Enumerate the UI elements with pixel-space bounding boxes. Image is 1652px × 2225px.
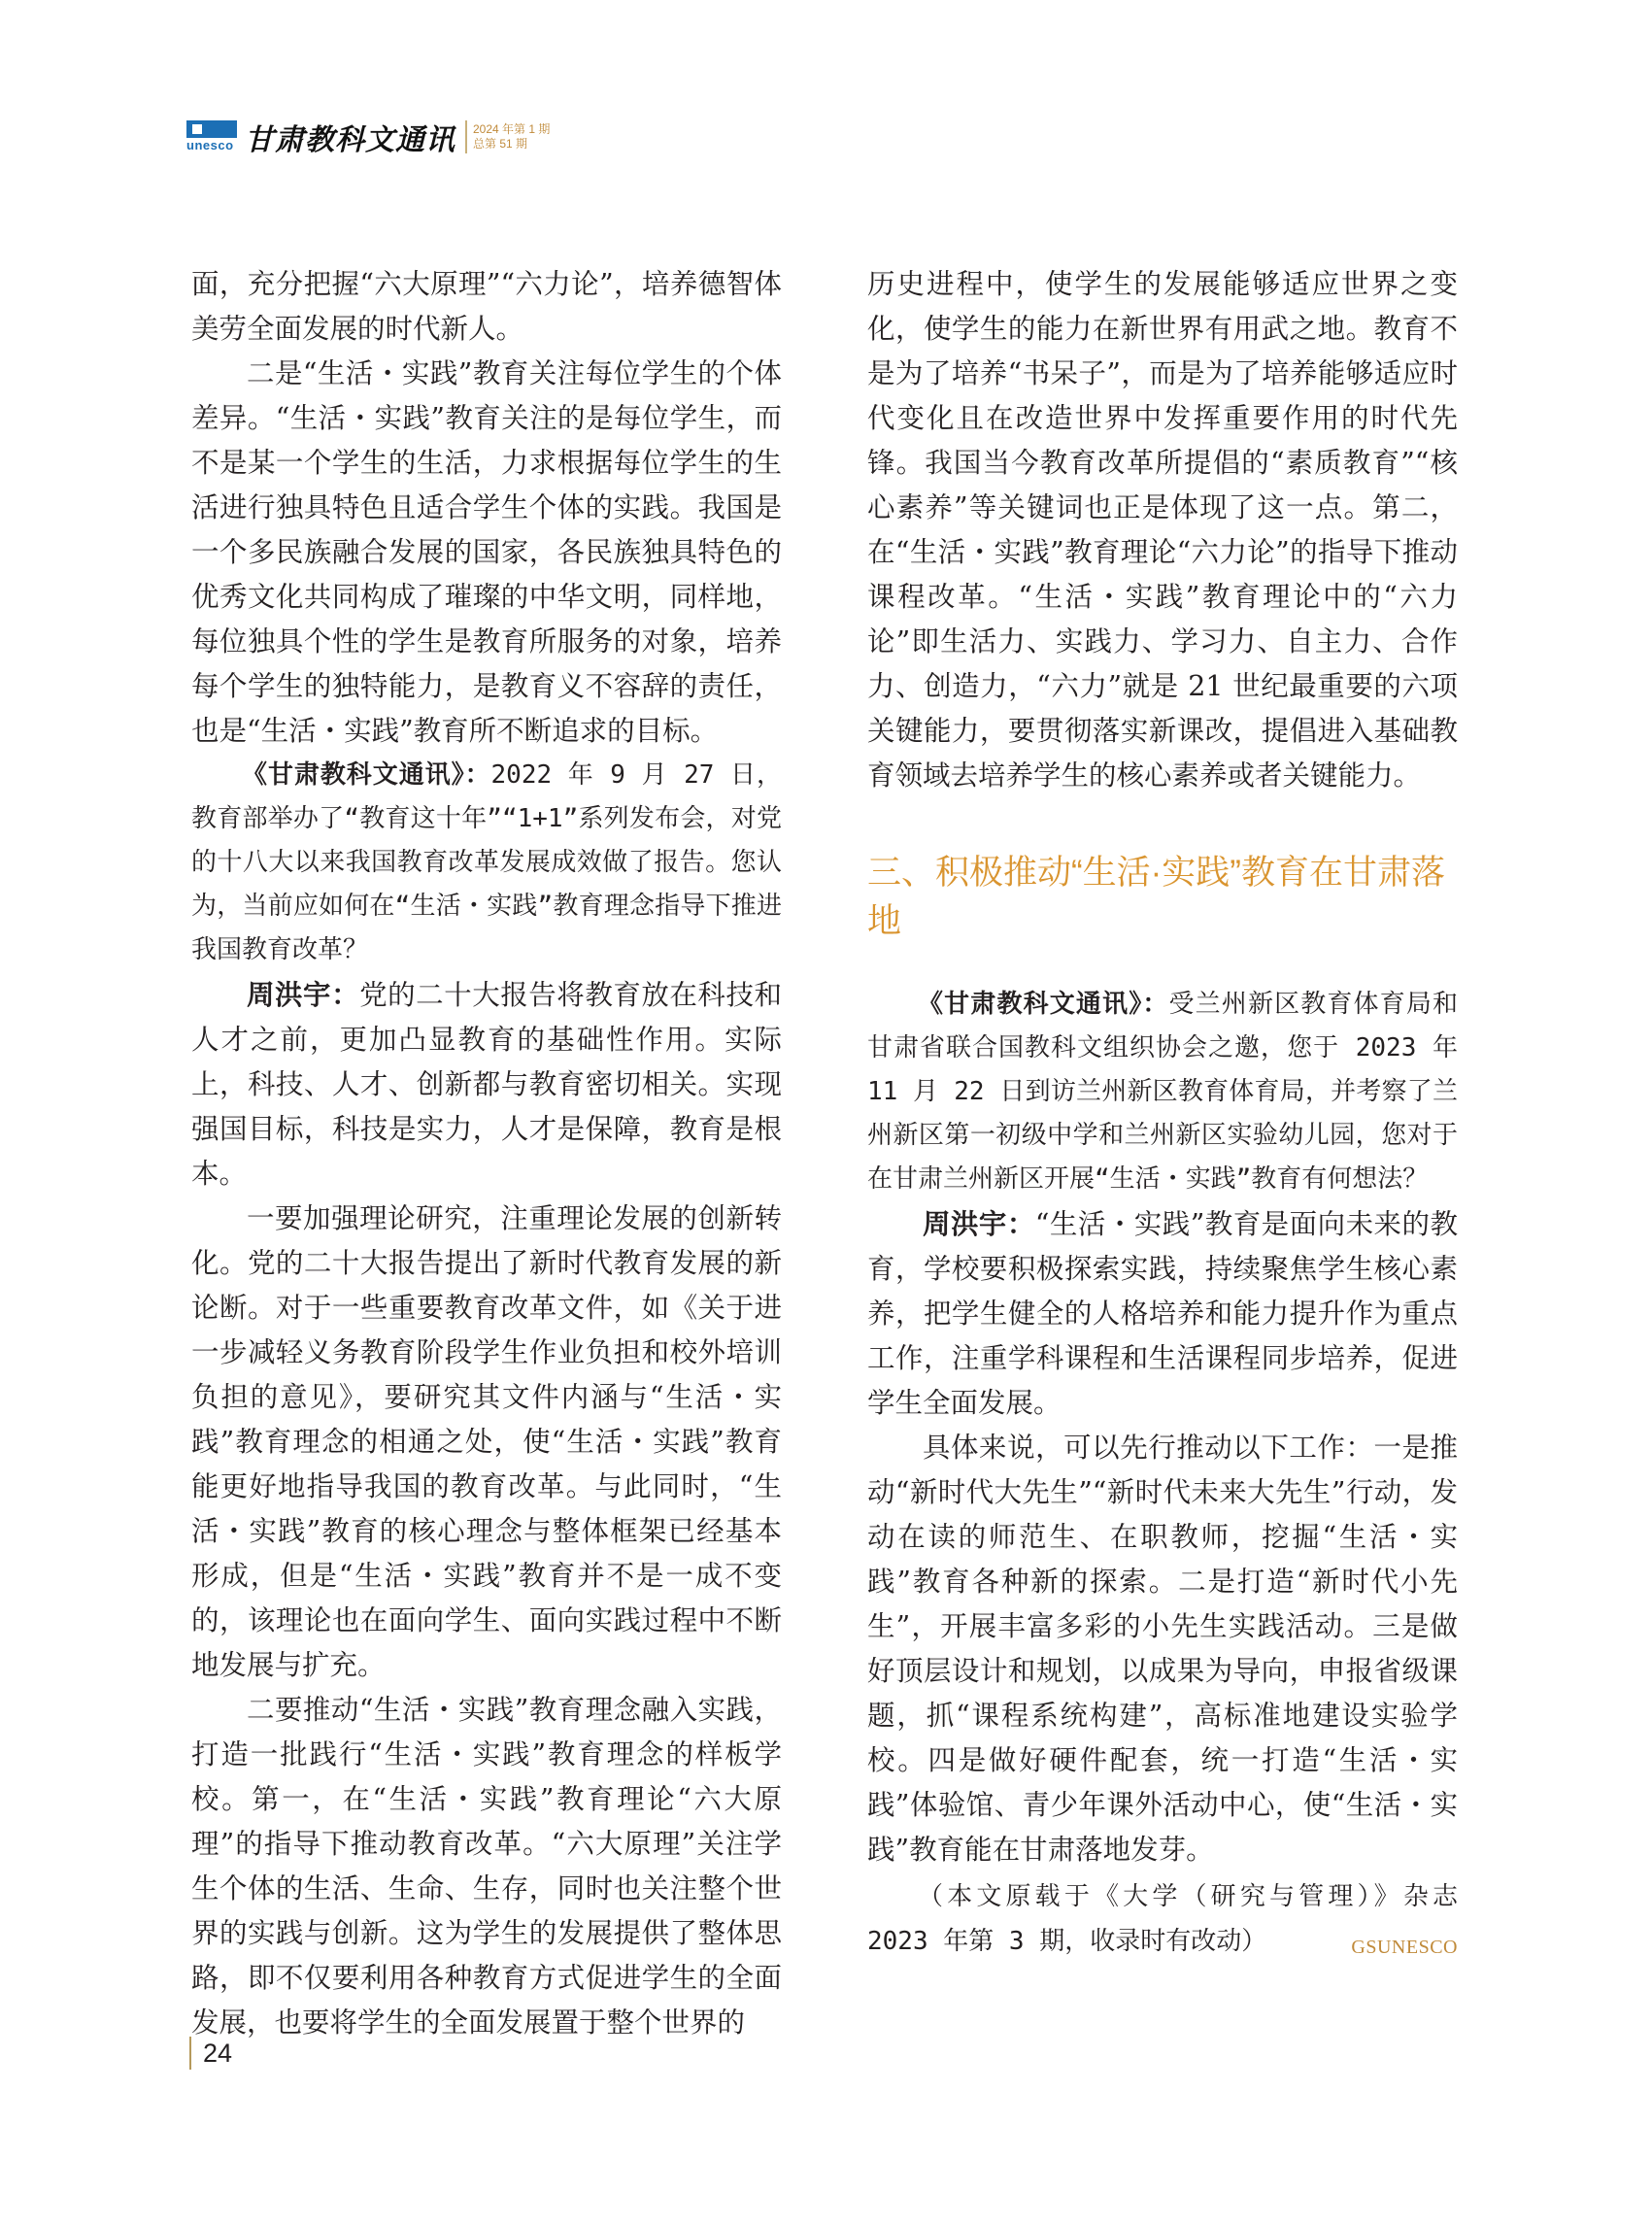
speaker-name: 周洪宇： [247, 978, 360, 1011]
paragraph: 具体来说，可以先行推动以下工作：一是推动“新时代大先生”“新时代未来大先生”行动，发动在读的师范生、在职教师，挖掘“生活・实践”教育各种新的探索。二是打造“新时代小先生”，开展丰富多彩的小先生实践活动。三是做好顶层设计和规划，以成果为导向，申报省级课题，抓“课程系统构建”，高标准地建设实验学校。四是做好硬件配套，统一打造“生活・实践”体验馆、青少年课外活动中心，使“生活・实践”教育能在甘肃落地发芽。 [867, 1432, 1458, 1866]
unesco-logo [186, 120, 237, 153]
footer-bar [189, 2037, 191, 2070]
page-footer [189, 2037, 232, 2070]
answer-text: “生活・实践”教育是面向未来的教育，学校要积极探索实践，持续聚焦学生核心素养，把学生健全的人格培养和能力提升作为重点工作，注重学科课程和生活课程同步培养，促进学生全面发展。 [867, 1208, 1458, 1419]
paragraph: 历史进程中，使学生的发展能够适应世界之变化，使学生的能力在新世界有用武之地。教育不是为了培养“书呆子”，而是为了培养能够适应时代变化且在改造世界中发挥重要作用的时代先锋。我国当今教育改革所提倡的“素质教育”“核心素养”等关键词也正是体现了这一点。第二，在“生活・实践”教育理论“六力论”的指导下推动课程改革。“生活・实践”教育理论中的“六力论”即生活力、实践力、学习力、自主力、合作力、创造力，“六力”就是 21 世纪最重要的六项关键能力，要贯彻落实新课改，提倡进入基础教育领域去培养学生的核心素养或者关键能力。 [867, 268, 1458, 792]
interview-question [191, 754, 782, 972]
unesco-wordmark: unesco [186, 138, 234, 152]
interview-question [867, 983, 1458, 1201]
journal-title: 甘肃教科文通讯 [245, 123, 455, 157]
source-text: （本文原载于《大学（研究与管理）》杂志 2023 年第 3 期，收录时有改动） [867, 1882, 1458, 1956]
answer-text: 党的二十大报告将教育放在科技和人才之前，更加凸显教育的基础性作用。实际上，科技、人才、创新都与教育密切相关。实现强国目标，科技是实力，人才是保障，教育是根本。 [191, 979, 782, 1190]
unesco-temple-icon [186, 120, 237, 138]
interview-answer [191, 972, 782, 1197]
question-lead: 《甘肃教科文通讯》： [918, 990, 1169, 1019]
gsunesco-mark: GSUNESCO [1351, 1937, 1458, 1958]
issue-divider [465, 120, 467, 153]
paragraph: 二是“生活・实践”教育关注每位学生的个体差异。“生活・实践”教育关注的是每位学生，而不是某一个学生的生活，力求根据每位学生的生活进行独具特色且适合学生个体的实践。我国是一个多民族融合发展的国家，各民族独具特色的优秀文化共同构成了璀璨的中华文明，同样地，每位独具个性的学生是教育所服务的对象，培养每个学生的独特能力，是教育义不容辞的责任，也是“生活・实践”教育所不断追求的目标。 [191, 357, 782, 747]
issue-number: 2024 年第 1 期 [473, 122, 551, 136]
paragraph: 二要推动“生活・实践”教育理念融入实践，打造一批践行“生活・实践”教育理念的样板学校。第一，在“生活・实践”教育理论“六大原理”的指导下推动教育改革。“六大原理”关注学生个体的生活、生命、生存，同时也关注整个世界的实践与创新。这为学生的发展提供了整体思路，即不仅要利用各种教育方式促进学生的全面发展，也要将学生的全面发展置于整个世界的 [191, 1694, 782, 2039]
section-heading: 三、积极推动“生活·实践”教育在甘肃落地 [867, 854, 1445, 940]
left-column [191, 262, 782, 2045]
question-text: 受兰州新区教育体育局和甘肃省联合国教科文组织协会之邀，您于 2023 年 11 月 22 日到访兰州新区教育体育局，并考察了兰州新区第一初级中学和兰州新区实验幼儿园，您对于在甘肃兰州新区开展“生活・实践”教育有何想法？ [867, 990, 1458, 1194]
paragraph: 一要加强理论研究，注重理论发展的创新转化。党的二十大报告提出了新时代教育发展的新论断。对于一些重要教育改革文件，如《关于进一步减轻义务教育阶段学生作业负担和校外培训负担的意见》，要研究其文件内涵与“生活・实践”教育理念的相通之处，使“生活・实践”教育能更好地指导我国的教育改革。与此同时，“生活・实践”教育的核心理念与整体框架已经基本形成，但是“生活・实践”教育并不是一成不变的，该理论也在面向学生、面向实践过程中不断地发展与扩充。 [191, 1202, 782, 1681]
issue-total: 总第 51 期 [473, 137, 528, 151]
issue-info [473, 122, 550, 152]
source-note [867, 1874, 1458, 1964]
page-number: 24 [203, 2038, 233, 2068]
question-text: 2022 年 9 月 27 日，教育部举办了“教育这十年”“1+1”系列发布会，对党的十八大以来我国教育改革发展成效做了报告。您认为，当前应如何在“生活・实践”教育理念指导下推进我国教育改革？ [191, 760, 782, 964]
question-lead: 《甘肃教科文通讯》： [242, 760, 491, 790]
right-column [867, 262, 1458, 1970]
speaker-name: 周洪宇： [923, 1207, 1035, 1240]
paragraph: 面，充分把握“六大原理”“六力论”，培养德智体美劳全面发展的时代新人。 [191, 268, 782, 345]
masthead [186, 122, 551, 157]
interview-answer [867, 1201, 1458, 1426]
